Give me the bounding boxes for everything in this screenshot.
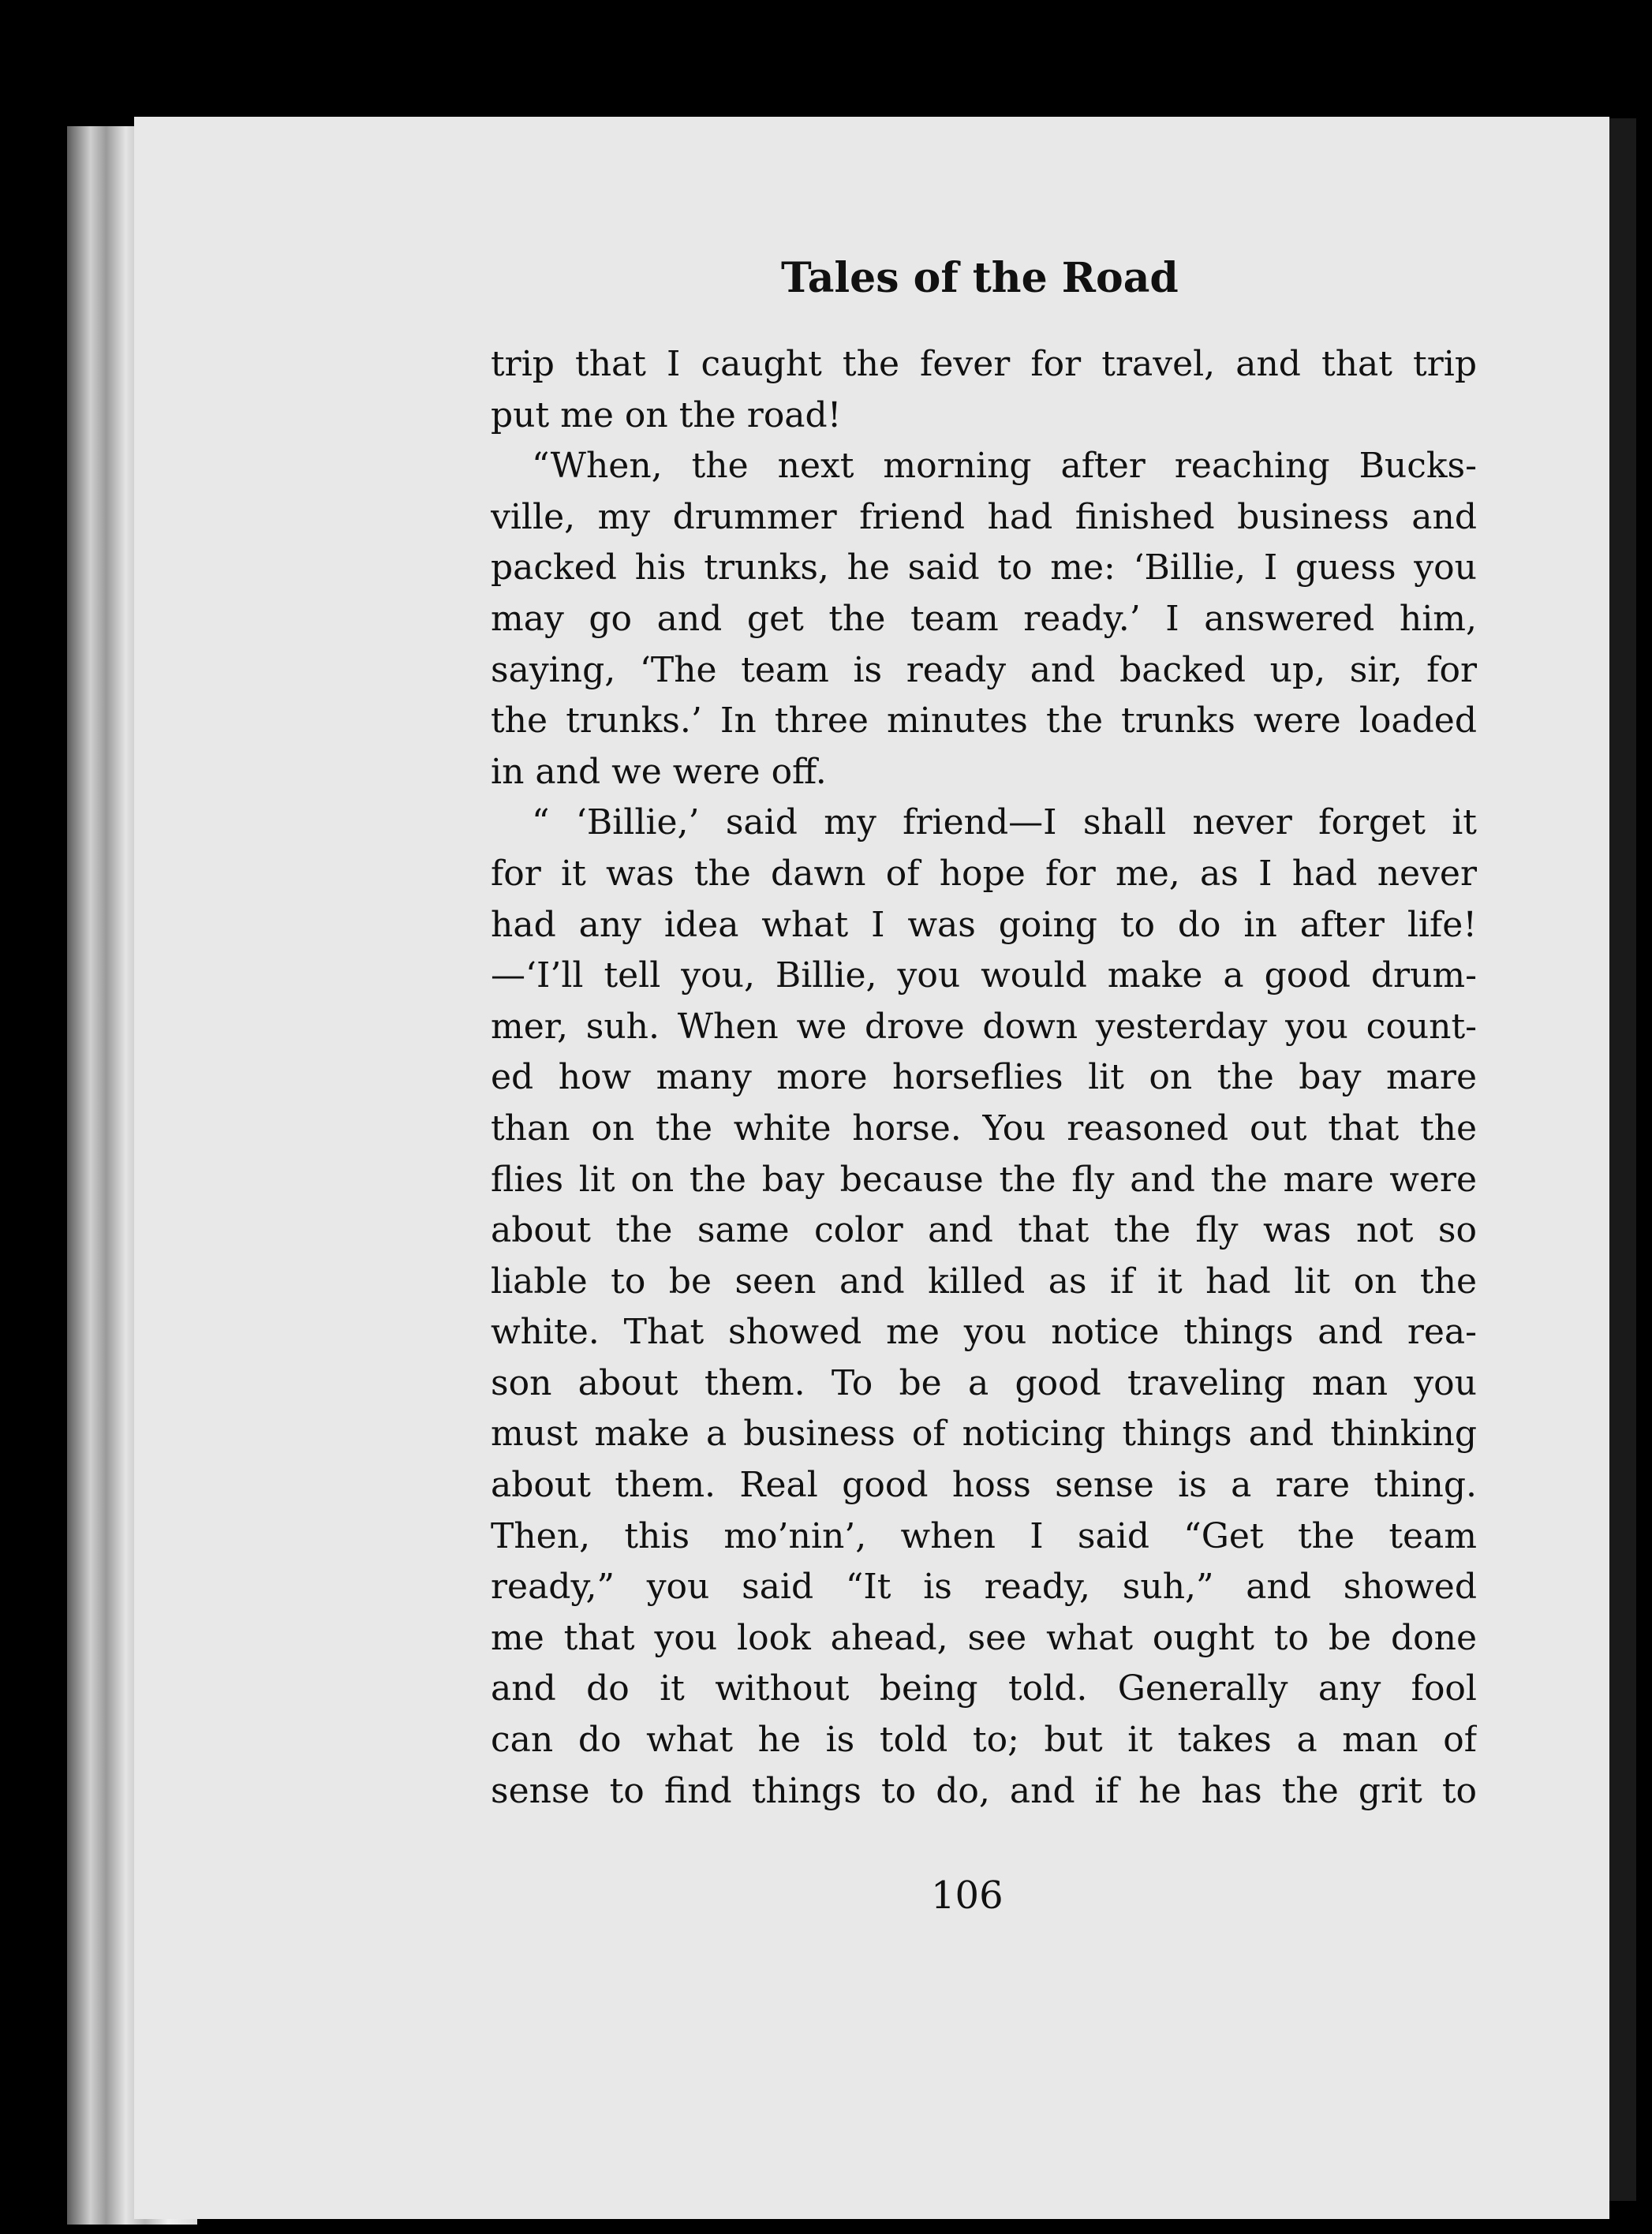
text-line: about the same color and that the fly was not so (491, 1210, 1477, 1251)
text-line: put me on the road! (491, 394, 842, 435)
text-line: me that you look ahead, see what ought to be done (491, 1617, 1477, 1658)
text-line: can do what he is told to; but it takes a man of (491, 1720, 1477, 1761)
text-line: —‘I’ll tell you, Billie, you would make a good drum- (491, 955, 1477, 996)
text-line: may go and get the team ready.’ I answered him, (491, 598, 1477, 639)
text-line: had any idea what I was going to do in after life! (491, 904, 1477, 945)
text-line: saying, ‘The team is ready and backed up, sir, for (491, 649, 1477, 690)
text-line: Then, this mo’nin’, when I said “Get the team (491, 1515, 1477, 1556)
text-line: in and we were off. (491, 751, 827, 792)
text-line: “When, the next morning after reaching Bucks- (532, 446, 1477, 487)
text-line: “ ‘Billie,’ said my friend—I shall never forget it (532, 802, 1477, 843)
text-line: than on the white horse. You reasoned out that the (491, 1108, 1477, 1149)
text-line: ville, my drummer friend had finished business and (491, 496, 1477, 537)
text-line: the trunks.’ In three minutes the trunks were loaded (491, 700, 1477, 742)
text-line: ed how many more horseflies lit on the bay mare (491, 1057, 1477, 1098)
text-line: flies lit on the bay because the fly and the mare were (491, 1159, 1477, 1200)
text-line: trip that I caught the fever for travel, and that trip (491, 344, 1477, 384)
text-line: ready,” you said “It is ready, suh,” and showed (491, 1567, 1477, 1608)
text-line: and do it without being told. Generally any fool (491, 1668, 1477, 1709)
text-line: white. That showed me you notice things and rea- (491, 1312, 1477, 1353)
text-line: for it was the dawn of hope for me, as I had never (491, 853, 1477, 894)
text-line: packed his trunks, he said to me: ‘Billie, I guess you (491, 547, 1477, 588)
text-line: must make a business of noticing things and thinking (491, 1414, 1477, 1455)
text-line: sense to find things to do, and if he has the grit to (491, 1770, 1477, 1811)
page-number: 106 (931, 1873, 1004, 1918)
running-head: Tales of the Road (781, 254, 1179, 302)
text-line: about them. Real good hoss sense is a rare thing. (491, 1465, 1477, 1506)
page-shadow (1609, 118, 1636, 2201)
text-line: son about them. To be a good traveling man you (491, 1362, 1477, 1403)
text-line: mer, suh. When we drove down yesterday you count- (491, 1006, 1477, 1047)
body-text (491, 339, 1477, 1817)
text-line: liable to be seen and killed as if it had lit on the (491, 1261, 1477, 1302)
